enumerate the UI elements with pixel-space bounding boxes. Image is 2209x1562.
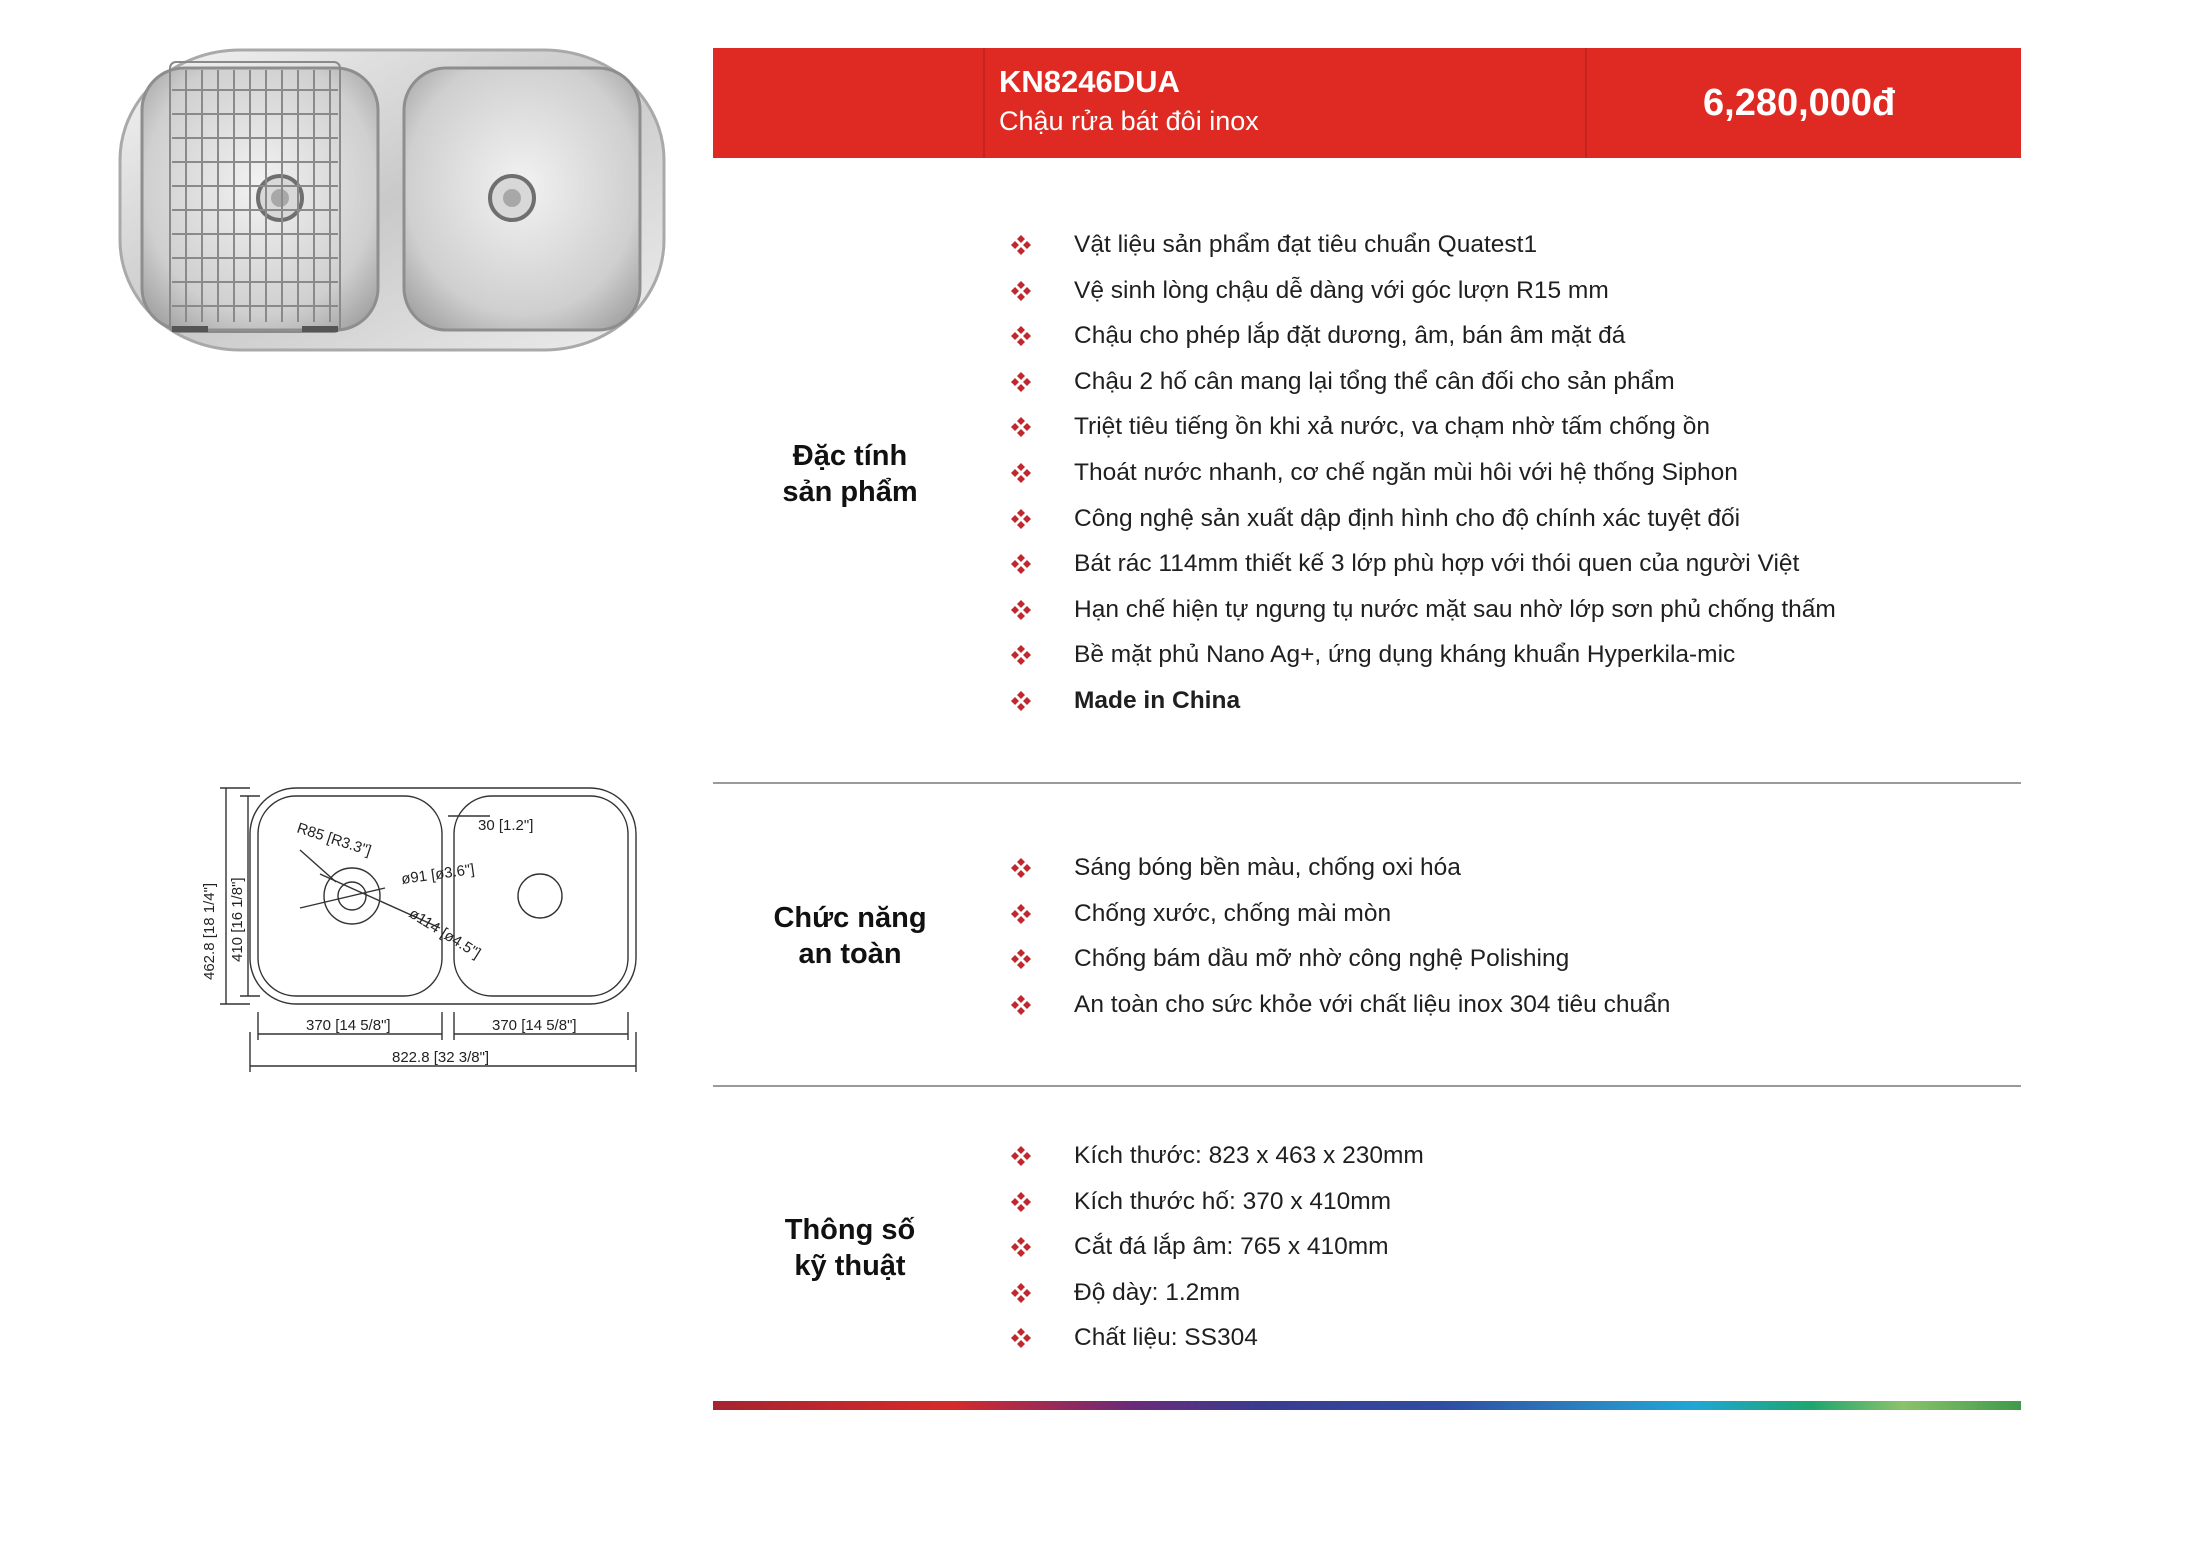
four-diamond-bullet-icon: [1010, 1236, 1032, 1258]
four-diamond-bullet-icon: [1010, 1145, 1032, 1167]
list-item-text: Chống bám dầu mỡ nhờ công nghệ Polishing: [1074, 945, 1570, 973]
section-label-line: Chức năng: [773, 902, 927, 934]
section-label-features: [720, 438, 980, 510]
four-diamond-bullet-icon: [1010, 234, 1032, 256]
dim-right-width: 370 [14 5/8"]: [492, 1017, 577, 1034]
list-item-text: Chậu cho phép lắp đặt dương, âm, bán âm mặt đá: [1074, 322, 1626, 350]
four-diamond-bullet-icon: [1010, 553, 1032, 575]
section-divider: [713, 1085, 2021, 1087]
list-item-text: Chất liệu: SS304: [1074, 1324, 1258, 1352]
list-item-text: An toàn cho sức khỏe với chất liệu inox 304 tiêu chuẩn: [1074, 990, 1671, 1018]
section-label-specs: [720, 1212, 980, 1284]
model-code: KN8246DUA: [999, 64, 1180, 99]
section-label-safety: [720, 900, 980, 972]
four-diamond-bullet-icon: [1010, 508, 1032, 530]
list-item-text: Chống xước, chống mài mòn: [1074, 899, 1392, 927]
list-item-text: Hạn chế hiện tự ngưng tụ nước mặt sau nhờ lớp sơn phủ chống thấm: [1074, 595, 1836, 623]
list-item-text: Độ dày: 1.2mm: [1074, 1278, 1241, 1306]
list-item-text: Công nghệ sản xuất dập định hình cho độ chính xác tuyệt đối: [1074, 504, 1741, 532]
brand-color-bar: [713, 1401, 2021, 1410]
product-price: 6,280,000đ: [1703, 82, 1896, 124]
dim-gap: 30 [1.2"]: [478, 817, 534, 834]
four-diamond-bullet-icon: [1010, 416, 1032, 438]
dim-drain: ø91 [ø3.6"]: [400, 860, 476, 888]
four-diamond-bullet-icon: [1010, 599, 1032, 621]
list-item-text: Vật liệu sản phẩm đạt tiêu chuẩn Quatest1: [1074, 231, 1538, 258]
four-diamond-bullet-icon: [1010, 280, 1032, 302]
section-label-line: Đặc tính: [792, 440, 908, 472]
product-photo: [112, 40, 672, 360]
four-diamond-bullet-icon: [1010, 948, 1032, 970]
dim-left-width: 370 [14 5/8"]: [306, 1017, 391, 1034]
product-header: [713, 48, 2021, 158]
list-item-text: Thoát nước nhanh, cơ chế ngăn mùi hôi với hệ thống Siphon: [1074, 458, 1738, 486]
list-item-text: Chậu 2 hố cân mang lại tổng thể cân đối cho sản phẩm: [1074, 367, 1675, 395]
list-item-text: Made in China: [1074, 686, 1241, 714]
header-divider: [983, 48, 985, 158]
header-divider: [1585, 48, 1587, 158]
list-item-text: Kích thước hố: 370 x 410mm: [1074, 1187, 1392, 1215]
section-label-line: sản phẩm: [782, 476, 918, 508]
dimension-drawing: [170, 780, 650, 1080]
four-diamond-bullet-icon: [1010, 1191, 1032, 1213]
section-label-line: Thông số: [784, 1214, 916, 1246]
four-diamond-bullet-icon: [1010, 462, 1032, 484]
list-item-text: Kích thước: 823 x 463 x 230mm: [1074, 1142, 1424, 1169]
list-item-text: Sáng bóng bền màu, chống oxi hóa: [1074, 854, 1461, 881]
dim-inner-height: 410 [16 1/8"]: [229, 877, 246, 962]
section-label-line: kỹ thuật: [794, 1250, 906, 1282]
four-diamond-bullet-icon: [1010, 371, 1032, 393]
sink-outline: [250, 788, 636, 1004]
dim-outer-height: 462.8 [18 1/4"]: [201, 882, 218, 980]
four-diamond-bullet-icon: [1010, 644, 1032, 666]
list-item-text: Bát rác 114mm thiết kế 3 lớp phù hợp với thói quen của người Việt: [1074, 550, 1800, 578]
list-item-text: Vệ sinh lòng chậu dễ dàng với góc lượn R15 mm: [1074, 276, 1609, 304]
four-diamond-bullet-icon: [1010, 690, 1032, 712]
four-diamond-bullet-icon: [1010, 857, 1032, 879]
dim-basket: ø114 [ø4.5"]: [405, 904, 484, 963]
four-diamond-bullet-icon: [1010, 1282, 1032, 1304]
dim-total-width: 822.8 [32 3/8"]: [392, 1049, 490, 1066]
list-item-text: Bề mặt phủ Nano Ag+, ứng dụng kháng khuẩn Hyperkila-mic: [1074, 641, 1736, 669]
dim-radius: R85 [R3.3"]: [294, 819, 374, 860]
list-item-text: Triệt tiêu tiếng ồn khi xả nước, va chạm nhờ tấm chống ồn: [1074, 413, 1710, 441]
list-item-text: Cắt đá lắp âm: 765 x 410mm: [1074, 1233, 1389, 1261]
section-divider: [713, 782, 2021, 784]
four-diamond-bullet-icon: [1010, 994, 1032, 1016]
product-name: Chậu rửa bát đôi inox: [999, 106, 1259, 136]
four-diamond-bullet-icon: [1010, 903, 1032, 925]
section-label-line: an toàn: [798, 938, 902, 970]
four-diamond-bullet-icon: [1010, 1327, 1032, 1349]
four-diamond-bullet-icon: [1010, 325, 1032, 347]
